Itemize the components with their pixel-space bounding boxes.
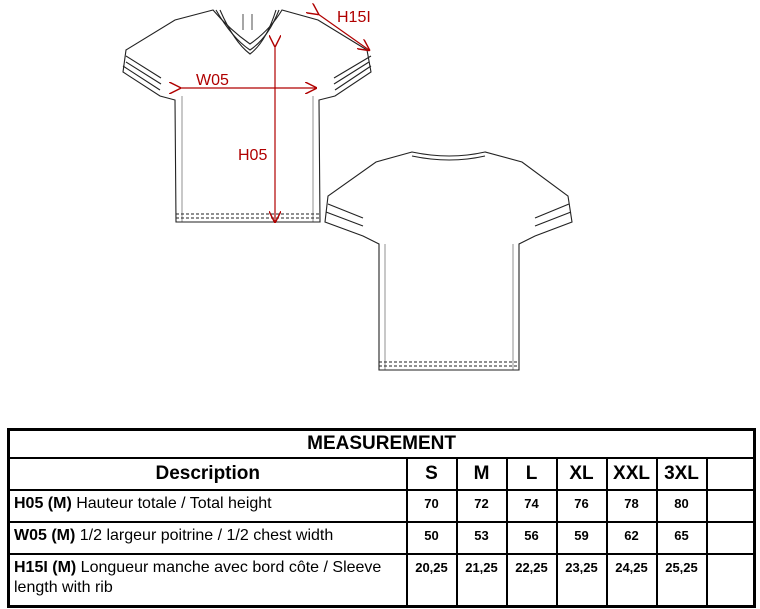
value-cell: 25,25 bbox=[657, 554, 707, 606]
w05-label: W05 bbox=[196, 72, 229, 89]
value-cell: 65 bbox=[657, 522, 707, 554]
value-cell: 23,25 bbox=[557, 554, 607, 606]
value-cell: 21,25 bbox=[457, 554, 507, 606]
table-title-row bbox=[9, 430, 755, 459]
measurement-table bbox=[7, 428, 756, 608]
tshirt-front bbox=[123, 10, 371, 222]
value-cell: 53 bbox=[457, 522, 507, 554]
value-cell: 78 bbox=[607, 490, 657, 522]
size-header: M bbox=[457, 458, 507, 490]
h05-label: H05 bbox=[238, 147, 268, 164]
h15l-label: H15I bbox=[337, 9, 371, 26]
value-cell: 70 bbox=[407, 490, 457, 522]
row-code: W05 (M) bbox=[14, 527, 76, 544]
description-header: Description bbox=[9, 458, 407, 490]
value-cell: 56 bbox=[507, 522, 557, 554]
table-body bbox=[9, 490, 755, 606]
value-cell: 24,25 bbox=[607, 554, 657, 606]
row-text: 1/2 largeur poitrine / 1/2 chest width bbox=[75, 527, 334, 544]
table-row bbox=[9, 522, 755, 554]
table-row bbox=[9, 490, 755, 522]
table-header-row bbox=[9, 458, 755, 490]
value-cell bbox=[707, 554, 755, 606]
size-header: L bbox=[507, 458, 557, 490]
value-cell: 62 bbox=[607, 522, 657, 554]
size-header: S bbox=[407, 458, 457, 490]
row-description bbox=[9, 522, 407, 554]
size-header: XXL bbox=[607, 458, 657, 490]
value-cell bbox=[707, 490, 755, 522]
size-header: 3XL bbox=[657, 458, 707, 490]
row-code: H05 (M) bbox=[14, 495, 72, 512]
value-cell: 22,25 bbox=[507, 554, 557, 606]
value-cell: 72 bbox=[457, 490, 507, 522]
table-row bbox=[9, 554, 755, 606]
size-header: XL bbox=[557, 458, 607, 490]
row-text: Longueur manche avec bord côte / Sleeve length with rib bbox=[14, 559, 382, 596]
value-cell: 50 bbox=[407, 522, 457, 554]
row-description bbox=[9, 554, 407, 606]
size-header bbox=[707, 458, 755, 490]
dimension-lines bbox=[180, 14, 369, 222]
value-cell: 76 bbox=[557, 490, 607, 522]
row-text: Hauteur totale / Total height bbox=[71, 495, 272, 512]
tshirt-back bbox=[325, 152, 572, 370]
value-cell: 20,25 bbox=[407, 554, 457, 606]
table-title: MEASUREMENT bbox=[9, 430, 755, 459]
value-cell: 59 bbox=[557, 522, 607, 554]
value-cell bbox=[707, 522, 755, 554]
row-description bbox=[9, 490, 407, 522]
value-cell: 74 bbox=[507, 490, 557, 522]
value-cell: 80 bbox=[657, 490, 707, 522]
row-code: H15I (M) bbox=[14, 559, 77, 576]
